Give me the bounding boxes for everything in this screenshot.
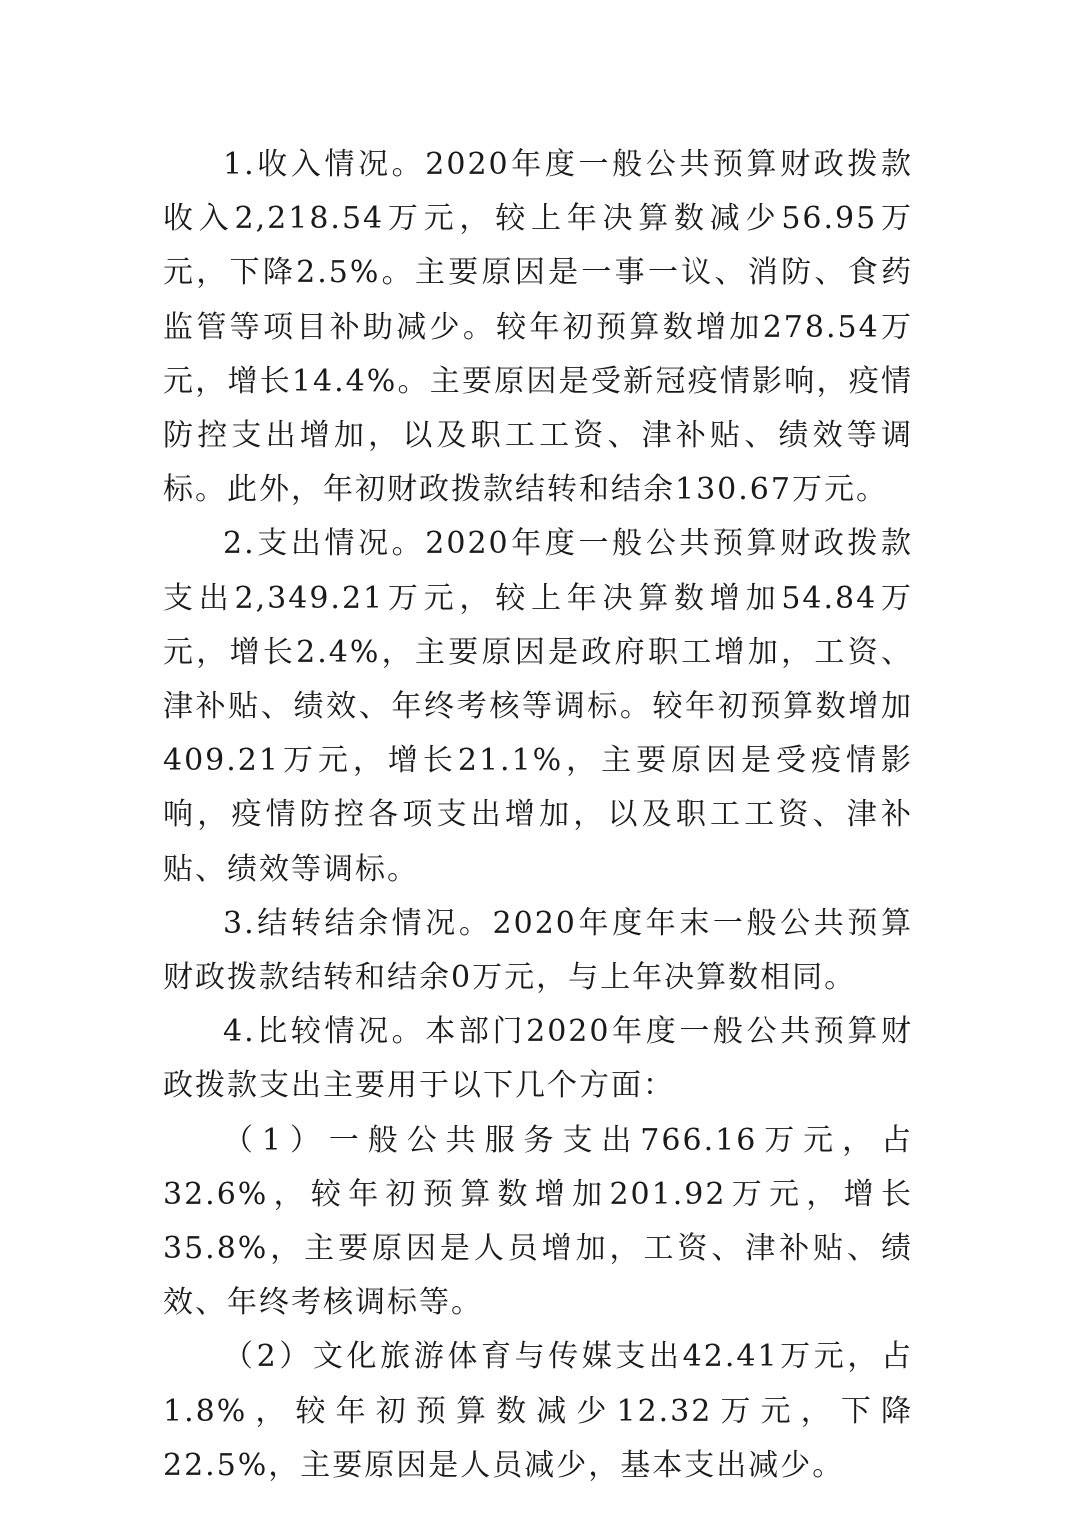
paragraph-income: 1.收入情况。2020年度一般公共预算财政拨款收入2,218.54万元，较上年决算数减少56.95万元，下降2.5%。主要原因是一事一议、消防、食药监管等项目补助减少。较年初预算数增加278.54万元，增长14.4%。主要原因是受新冠疫情影响，疫情防控支出增加，以及职工工资、津补贴、绩效等调标。此外，年初财政拨款结转和结余130.67万元。 xyxy=(163,147,913,508)
paragraph-comparison: 4.比较情况。本部门2020年度一般公共预算财政拨款支出主要用于以下几个方面： xyxy=(163,1014,913,1104)
document-body xyxy=(163,138,913,1493)
paragraph-public-services: （1）一般公共服务支出766.16万元，占32.6%，较年初预算数增加201.92万元，增长35.8%，主要原因是人员增加，工资、津补贴、绩效、年终考核调标等。 xyxy=(163,1122,913,1321)
paragraph-culture-tourism: （2）文化旅游体育与传媒支出42.41万元，占1.8%，较年初预算数减少12.32万元，下降22.5%，主要原因是人员减少，基本支出减少。 xyxy=(163,1339,913,1483)
paragraph-expenditure: 2.支出情况。2020年度一般公共预算财政拨款支出2,349.21万元，较上年决算数增加54.84万元，增长2.4%，主要原因是政府职工增加，工资、津补贴、绩效、年终考核等调标。较年初预算数增加409.21万元，增长21.1%，主要原因是受疫情影响，疫情防控各项支出增加，以及职工工资、津补贴、绩效等调标。 xyxy=(163,526,913,887)
paragraph-carryover: 3.结转结余情况。2020年度年末一般公共预算财政拨款结转和结余0万元，与上年决算数相同。 xyxy=(163,905,913,996)
